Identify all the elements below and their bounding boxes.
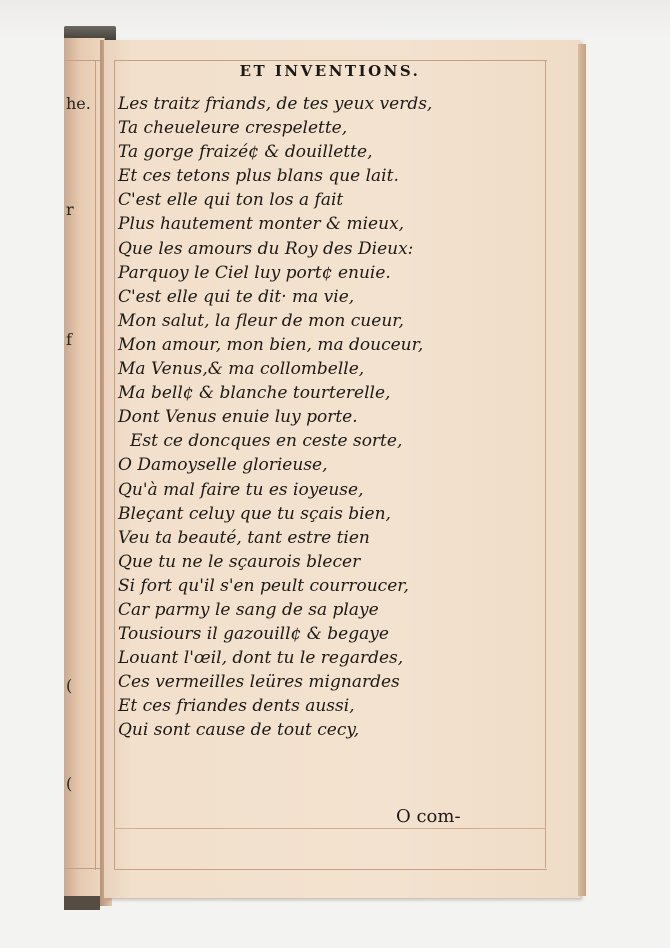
left-page-rule-top [64,60,104,61]
verse-line: Que les amours du Roy des Dieux: [118,238,414,259]
verse-line: Car parmy le sang de sa playe [118,599,379,620]
verse-line: Si fort qu'il s'en peult courroucer, [118,575,409,596]
left-page-fragment: f [66,330,72,349]
text-frame-inner-rule [114,828,546,829]
verse-line: Que tu ne le sçaurois blecer [118,551,361,572]
left-page-rule-bottom [64,868,104,869]
verse-line: Qu'à mal faire tu es ioyeuse, [118,479,364,500]
verse-line: Est ce doncques en ceste sorte, [130,431,403,452]
verse-line: Et ces friandes dents aussi, [118,696,355,717]
verse-line: Ma Venus,& ma collombelle, [118,359,365,380]
verse-line: Louant l'œil, dont tu le regardes, [118,648,404,669]
running-header: ET INVENTIONS. [239,62,421,80]
left-page-fragment: ( [66,676,73,695]
verse-line: Ma bell¢ & blanche tourterelle, [118,383,391,404]
text-frame-right [545,60,546,868]
book-cover-bottom [64,896,100,910]
poem-text [118,92,538,743]
catchword: O com- [396,806,461,827]
left-page-fragment: ( [66,774,73,793]
verse-line: Bleçant celuy que tu sçais bien, [118,503,391,524]
verse-line: Plus hautement monter & mieux, [118,214,405,235]
verse-line: Mon salut, la fleur de mon cueur, [118,310,404,331]
left-page-fragment: r [66,200,74,219]
verse-line: Dont Venus enuie luy porte. [118,407,358,428]
verse-line: Ces vermeilles leüres mignardes [118,672,400,693]
verse-line: Parquoy le Ciel luy port¢ enuie. [118,262,391,283]
left-page-fragment: he. [66,94,91,113]
verse-line: C'est elle qui te dit· ma vie, [118,286,355,307]
verse-line: C'est elle qui ton los a fait [118,190,344,211]
verse-line: Tousiours il gazouill¢ & begaye [118,624,389,645]
page-edge [578,44,586,896]
verse-line: Mon amour, mon bien, ma douceur, [118,334,424,355]
left-page-rule [95,60,96,870]
verse-line: Les traitz friands, de tes yeux verds, [118,94,433,114]
verse-line: Ta gorge fraizé¢ & douillette, [118,142,373,163]
verse-line: O Damoyselle glorieuse, [118,455,328,476]
verse-line: Et ces tetons plus blans que lait. [118,166,399,187]
verse-line: Qui sont cause de tout cecy, [118,720,360,741]
verse-line: Veu ta beauté, tant estre tien [118,527,370,548]
verse-line: Ta cheueleure crespelette, [118,118,348,139]
